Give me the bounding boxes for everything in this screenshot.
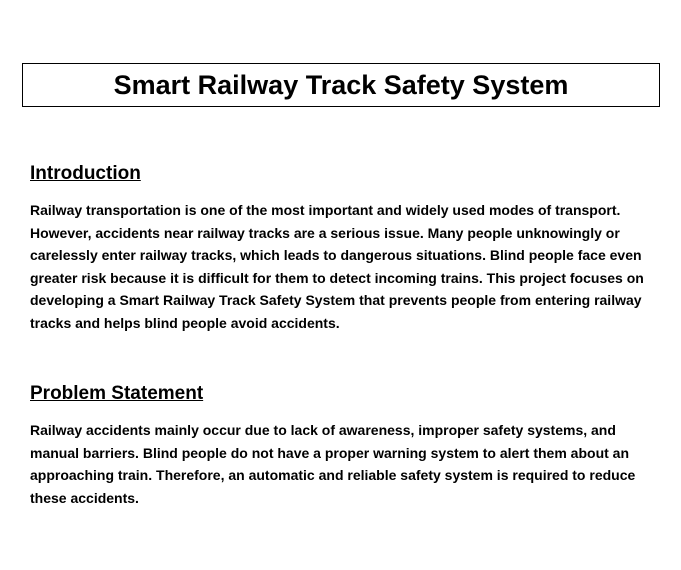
problem-statement-paragraph: Railway accidents mainly occur due to lack of awareness, improper safety systems, and manual barriers. Blind people do not have a proper warning system to alert them about an approaching train. Therefore, an automatic and reliable safety system is required to reduce these accidents.: [30, 422, 636, 506]
problem-statement-section: [30, 383, 655, 509]
title-box: [22, 63, 660, 107]
document-title: Smart Railway Track Safety System: [113, 69, 569, 100]
introduction-paragraph: Railway transportation is one of the most important and widely used modes of transport. However, accidents near railway tracks are a serious issue. Many people unknowingly or carelessly enter railway tracks, which leads to dangerous situations. Blind people face even greater risk because it is difficult for them to detect incoming trains. This project focuses on developing a Smart Railway Track Safety System that prevents people from entering railway tracks and helps blind people avoid accidents.: [30, 202, 644, 331]
introduction-heading: Introduction: [30, 163, 141, 184]
problem-statement-heading: Problem Statement: [30, 383, 204, 404]
introduction-section: [30, 163, 655, 335]
